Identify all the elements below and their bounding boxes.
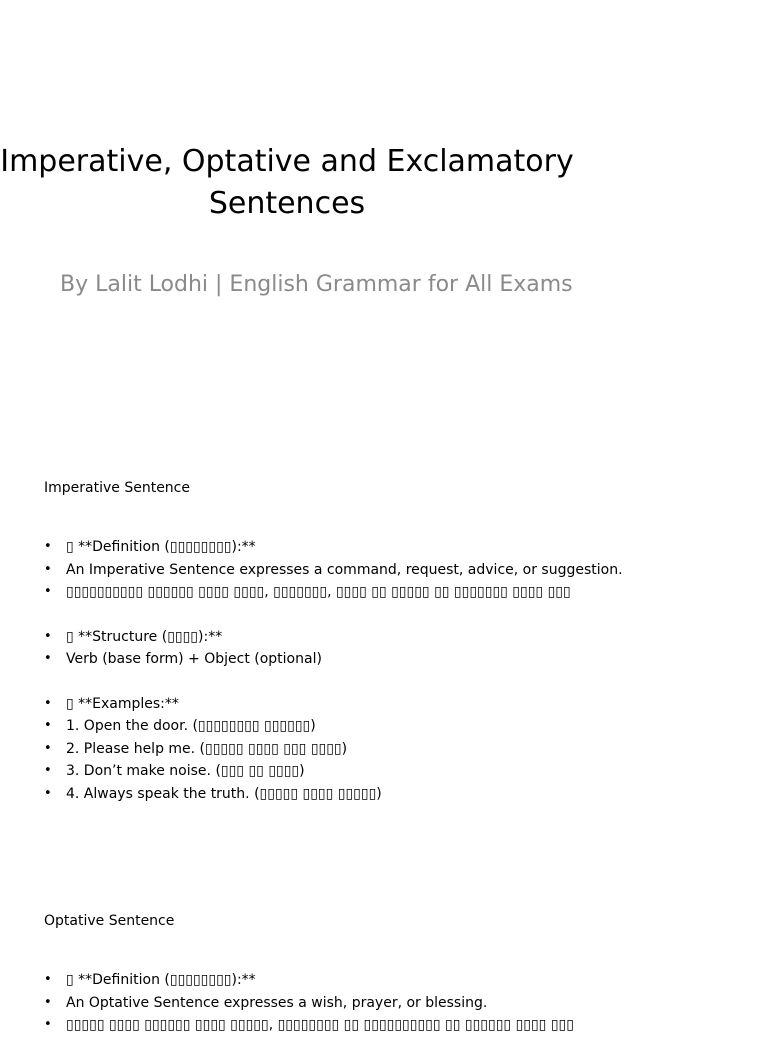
bullet-icon: • bbox=[44, 651, 52, 666]
list-item: • ▯ **Definition (▯▯▯▯▯▯▯▯):** bbox=[44, 536, 623, 559]
bullet-icon: • bbox=[44, 1017, 52, 1032]
bullet-icon: • bbox=[44, 740, 52, 756]
bullet-icon: • bbox=[44, 994, 52, 1010]
list-item: • ▯▯▯▯▯ ▯▯▯▯ ▯▯▯▯▯▯ ▯▯▯▯ ▯▯▯▯▯, ▯▯▯▯▯▯▯▯ ▯▯ ▯▯▯▯▯▯▯▯▯▯ ▯▯ ▯▯▯▯▯▯ ▯▯▯▯ ▯▯▯ bbox=[44, 1014, 574, 1037]
imperative-bullet-list bbox=[44, 536, 623, 805]
page-title bbox=[0, 141, 574, 225]
list-spacer bbox=[44, 671, 623, 693]
title-line-2: Sentences bbox=[208, 186, 366, 221]
list-item: • 3. Don’t make noise. (▯▯▯ ▯▯ ▯▯▯▯) bbox=[44, 760, 623, 783]
list-item: • An Optative Sentence expresses a wish, prayer, or blessing. bbox=[44, 992, 574, 1015]
title-line-1: Imperative, Optative and Exclamatory bbox=[0, 144, 574, 179]
section-heading-imperative: Imperative Sentence bbox=[44, 480, 190, 496]
bullet-icon: • bbox=[44, 763, 52, 778]
list-item: • 1. Open the door. (▯▯▯▯▯▯▯▯ ▯▯▯▯▯▯) bbox=[44, 715, 623, 738]
list-item: • ▯ **Examples:** bbox=[44, 693, 623, 716]
bullet-icon: • bbox=[44, 628, 52, 644]
bullet-icon: • bbox=[44, 972, 52, 987]
list-item: • Verb (base form) + Object (optional) bbox=[44, 648, 623, 671]
optative-bullet-list bbox=[44, 969, 574, 1037]
bullet-icon: • bbox=[44, 695, 52, 711]
bullet-icon: • bbox=[44, 584, 52, 599]
list-item: • ▯▯▯▯▯▯▯▯▯▯ ▯▯▯▯▯▯ ▯▯▯▯ ▯▯▯▯, ▯▯▯▯▯▯▯, ▯▯▯▯ ▯▯ ▯▯▯▯▯ ▯▯ ▯▯▯▯▯▯▯ ▯▯▯▯ ▯▯▯ bbox=[44, 581, 623, 604]
bullet-icon: • bbox=[44, 539, 52, 554]
list-item: • An Imperative Sentence expresses a command, request, advice, or suggestion. bbox=[44, 559, 623, 582]
list-spacer bbox=[44, 604, 623, 626]
page-subtitle: By Lalit Lodhi | English Grammar for All Exams bbox=[60, 272, 573, 297]
list-item: • ▯ **Definition (▯▯▯▯▯▯▯▯):** bbox=[44, 969, 574, 992]
bullet-icon: • bbox=[44, 718, 52, 733]
bullet-icon: • bbox=[44, 785, 52, 801]
list-item: • 2. Please help me. (▯▯▯▯▯ ▯▯▯▯ ▯▯▯ ▯▯▯▯) bbox=[44, 738, 623, 761]
list-item: • ▯ **Structure (▯▯▯▯):** bbox=[44, 626, 623, 649]
section-heading-optative: Optative Sentence bbox=[44, 913, 175, 929]
list-item: • 4. Always speak the truth. (▯▯▯▯▯ ▯▯▯▯ ▯▯▯▯▯) bbox=[44, 783, 623, 806]
bullet-icon: • bbox=[44, 561, 52, 577]
